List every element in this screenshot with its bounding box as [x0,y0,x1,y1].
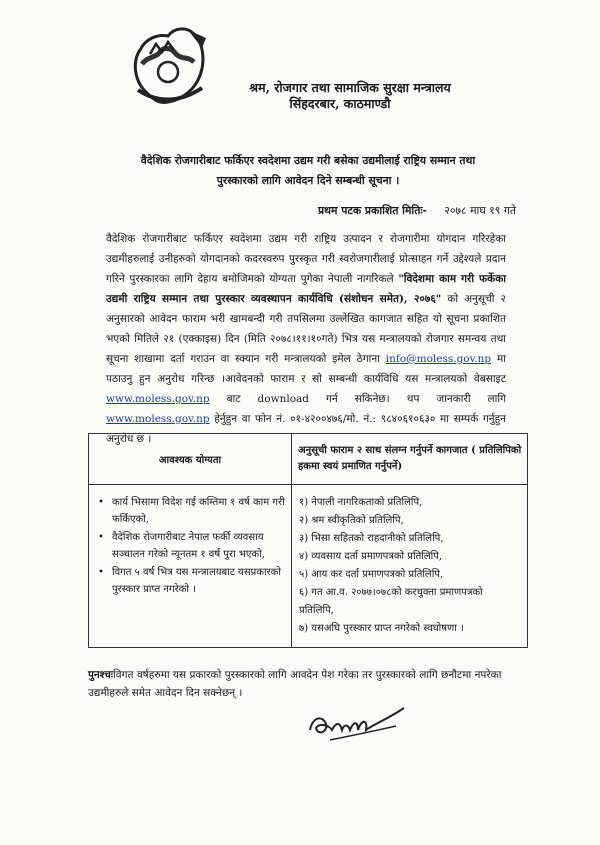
body-part-1: वैदेशिक रोजगारीबाट फर्किएर स्वदेशमा उद्यम गरी राष्ट्रिय उत्पादन र रोजगारीमा योगदान गरिरहेका उद्यमीहरुलाई उनीहरुको योगदानको कदरस्वरुप पुरस्कृत गरी स्वरोजगारीलाई प्रोत्साहन गर्ने उद्देश्यले प्रदान गरिने पुरस्कारका लागि देहाय बमोजिमको योग्यता पुगेका नेपाली नागरिकले [106,233,506,285]
published-date-value: २०७८ माघ १९ गते [444,204,517,217]
notice-body [106,229,506,449]
body-part-5: हेर्नुहुन वा फोन नं. ०१-४२००४७६/मो. नं.: ९८४०६१०६३० मा सम्पर्क गर्नुहुन अनुरोध छ । [106,413,506,445]
email-link[interactable]: info@moless.gov.np [385,353,492,365]
documents-list [293,486,526,646]
guideline-title: "विदेशमा काम गरी फर्केका उद्यमी राष्ट्रिय सम्मान तथा पुरस्कार व्यवस्थापन कार्यविधि (संशोधन समेत), २०७६" [106,273,507,305]
qualification-header: आवश्यक योग्यता [89,434,292,485]
documents-cell [292,485,528,648]
subject-line-2: पुरस्कारको लागि आवेदन दिने सम्बन्धी सूचना । [216,174,400,187]
body-part-2: को अनुसूची २ अनुसारको आवेदन फाराम भरी खामबन्दी गरी तपसिलमा उल्लेखित कागजात सहित यो सूचना प्रकाशित भएको मितिले २१ (एक्काइस) दिन (मिति २०७८।११।१०गते) भित्र यस मन्त्रालयको रोजगार समन्वय तथा सूचना शाखामा दर्ता गराउन वा स्क्यान गरी मन्त्रालयको इमेल ठेगाना [106,293,506,365]
published-label: प्रथम पटक प्रकाशित मितिः- [318,204,428,217]
documents-header: अनुसूची फाराम २ साथ संलग्न गर्नुपर्ने कागजात ( प्रतिलिपिको हकमा स्वयं प्रमाणित गर्नुपर्ने) [292,434,528,485]
list-item: ५) आय कर दर्ता प्रमाणपत्रको प्रतिलिपि, [299,569,444,580]
list-item: २) श्रम स्वीकृतिको प्रतिलिपि, [299,515,404,526]
office-location: सिंहदरबार, काठमाण्डौ [289,96,391,111]
list-item: • विगत ५ वर्ष भित्र यस मन्त्रालयबाट यसप्रकारको पुरस्कार प्राप्त नगरेको । [98,564,286,598]
website-link[interactable]: www.moless.gov.np [106,393,210,405]
publication-date [318,203,516,218]
website-link-2[interactable]: www.moless.gov.np [106,413,210,425]
requirements-table [88,433,528,648]
list-item: ४) व्यवसाय दर्ता प्रमाणपत्रको प्रतिलिपि, [299,551,443,562]
subject-line-1: वैदेशिक रोजगारीबाट फर्किएर स्वदेशमा उद्यम गरी बसेका उद्यमीलाई राष्ट्रिय सम्मान तथा [140,154,476,167]
list-item: ७) यसअघि पुरस्कार प्राप्त नगरेको स्वघोषणा । [299,623,464,634]
postscript-text: विगत वर्षहरुमा यस प्रकारको पुरस्कारको लागि आवदेन पेश गरेका तर पुरस्कारको लागि छनौटमा नपरेका उद्यमीहरुले समेत आवेदन दिन सक्नेछन् । [88,669,502,699]
list-item: ३) भिसा सहितको राहदानीको प्रतिलिपि, [299,533,444,544]
postscript-label: पुनश्चः [88,669,114,681]
list-item: ६) गत आ.व. २०७७।०७८को करचुक्ता प्रमाणपत्रको प्रतिलिपि, [299,587,483,616]
body-part-3: मा पठाउनु हुन अनुरोध गरिन्छ ।आवेदनको फाराम र सो सम्बन्धी कार्यविधि यस मन्त्रालयको वेबसाइट [106,353,506,385]
qualification-list [90,486,290,607]
qualification-cell [89,485,292,648]
list-item: १) नेपाली नागरिकताको प्रतिलिपि, [299,497,423,508]
notice-subject [118,151,498,191]
letterhead [200,80,500,112]
signature-icon [300,700,420,750]
list-item: • कार्य भिसामा विदेश गई कम्तिमा १ वर्ष काम गरी फर्किएको, [98,494,286,528]
body-part-4: बाट download गर्न सकिनेछ। थप जानकारी लागि [209,393,506,405]
postscript-note [88,666,518,702]
ministry-name: श्रम, रोजगार तथा सामाजिक सुरक्षा मन्त्रालय [249,80,451,95]
list-item: • वैदेशिक रोजगारीबाट नेपाल फर्की व्यवसाय सञ्चालन गरेको न्यूनतम १ वर्ष पुरा भएको, [98,529,286,563]
